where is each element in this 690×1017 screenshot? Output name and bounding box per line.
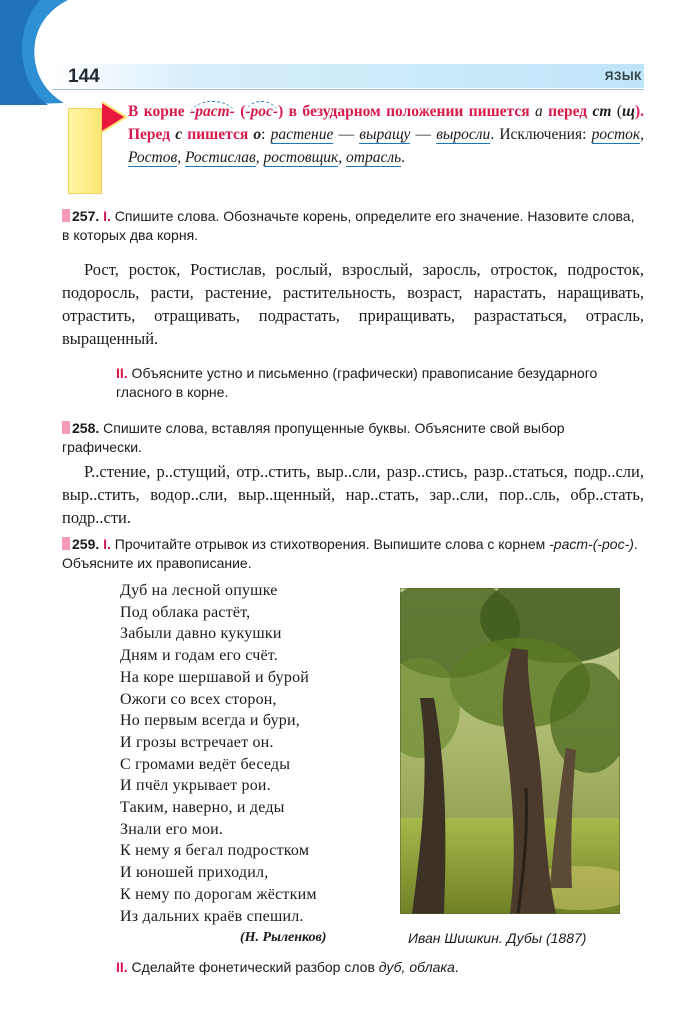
task-marker <box>62 537 70 550</box>
section-name: ЯЗЫК <box>604 69 642 83</box>
poem-line: На коре шершавой и бурой <box>120 668 310 686</box>
poem-line: К нему я бегал подростком <box>120 842 310 860</box>
poem-line: К нему по дорогам жёстким <box>120 885 317 903</box>
exception-word: Ростов <box>128 149 178 166</box>
page-header-bar <box>52 64 644 88</box>
poem-line: И пчёл укрывает рои. <box>120 777 271 795</box>
exception-word: отрасль <box>346 149 402 166</box>
rule-highlight-bar <box>68 108 102 194</box>
exception-word: ростовщик <box>263 149 339 166</box>
task-257-part2: II. Объясните устно и письменно (графически) правописание безударного гласного в корне. <box>116 365 598 400</box>
poem-line: И грозы встречает он. <box>120 733 274 751</box>
example-word: выращу <box>359 126 411 143</box>
poem-author: (Н. Рыленков) <box>240 930 327 945</box>
poem-line: Забыли давно кукушки <box>120 625 282 643</box>
task-258-instruction: 258. Спишите слова, вставляя пропущенные буквы. Объясните свой выбор графически. <box>62 420 565 455</box>
poem <box>120 580 380 927</box>
task-258-words: Р..стение, р..стущий, отр..стить, выр..сли, разр..стись, разр..статься, подр..сли, выр..стить, водор..сли, выр..щенный, нар..стать, зар..сли, пор..сль, обр..стать, подр..сти. <box>62 462 644 527</box>
painting-caption: Иван Шишкин. Дубы (1887) <box>408 930 587 946</box>
example-word: выросли <box>436 126 491 143</box>
header-divider <box>52 89 644 90</box>
task-257-instruction: 257. I. Спишите слова. Обозначьте корень, определите его значение. Назовите слова, в которых два корня. <box>62 208 635 243</box>
poem-line: Под облака растёт, <box>120 603 251 621</box>
poem-line: Дням и годам его счёт. <box>120 647 278 665</box>
task-marker <box>62 209 70 222</box>
task-259-part2: II. Сделайте фонетический разбор слов дуб, облака. <box>116 959 459 975</box>
flag-marker-icon <box>100 100 128 134</box>
poem-line: Знали его мои. <box>120 820 224 838</box>
task-257-words: Рост, росток, Ростислав, рослый, взрослый, заросль, отросток, подросток, подоросль, расти, растение, растительность, возраст, нарастать, наращивать, отрастить, отращивать, подрастать, приращивать, разрастаться, отрасль, выращенный. <box>62 260 644 348</box>
poem-line: Но первым всегда и бури, <box>120 712 300 730</box>
poem-line: Ожоги со всех сторон, <box>120 690 277 708</box>
poem-line: Дуб на лесной опушке <box>120 582 278 599</box>
exception-word: Ростислав <box>184 149 256 166</box>
exception-word: росток <box>591 126 641 143</box>
oak-trees-painting <box>400 588 620 914</box>
poem-line: С громами ведёт беседы <box>120 755 291 773</box>
task-marker <box>62 421 70 434</box>
poem-line: Таким, наверно, и деды <box>120 799 285 817</box>
task-259-instruction: 259. I. Прочитайте отрывок из стихотворения. Выпишите слова с корнем -раст-(-рос-). Объясните их правописание. <box>62 536 638 571</box>
page-number: 144 <box>68 66 100 87</box>
poem-line: И юношей приходил, <box>120 864 269 882</box>
poem-line: Из дальних краёв спешил. <box>120 907 304 925</box>
spelling-rule: В корне -раст- (-рос-) в безударном положении пишется а перед ст (щ). Перед с пишется о: растение — выращу — выросли. Исключения: росток, Ростов, Ростислав, ростовщик, отрасль. <box>128 103 645 166</box>
example-word: растение <box>270 126 334 143</box>
